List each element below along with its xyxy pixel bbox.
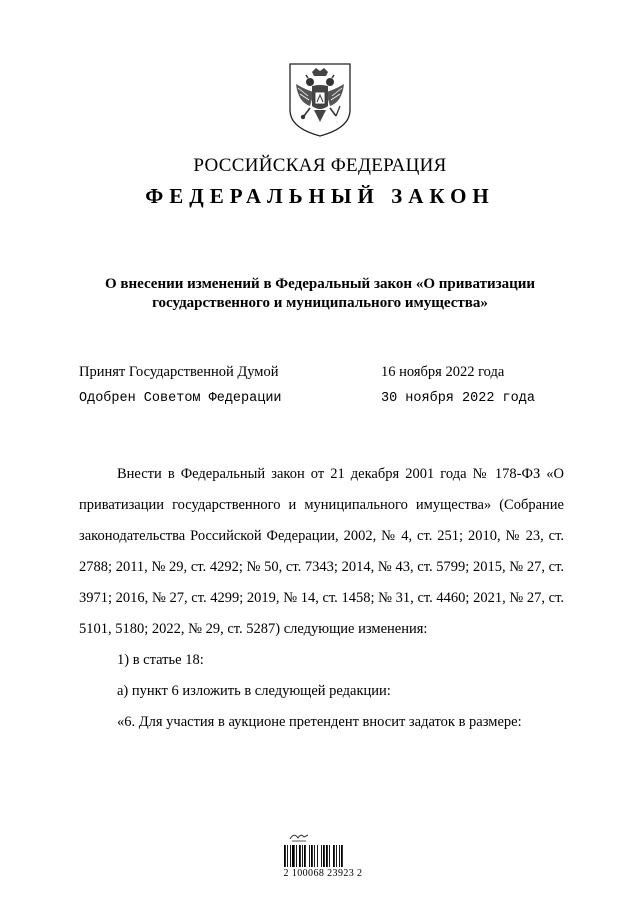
- law-title: [90, 275, 550, 313]
- item-1a: а) пункт 6 изложить в следующей редакции:: [117, 683, 391, 699]
- russian-coat-of-arms-icon: [288, 62, 352, 138]
- country-name: РОССИЙСКАЯ ФЕДЕРАЦИЯ: [193, 155, 447, 176]
- seal-mark-icon: [288, 830, 310, 842]
- amendment-intro: Внести в Федеральный закон от 21 декабря 2001 года № 178-ФЗ «О приватизации государственного и муниципального имущества» (Собрание законодательства Российской Федерации, 2002, № 4, ст. 251; 2010, № 23, ст. 2788; 2011, № 29, ст. 4292; № 50, ст. 7343; 2014, № 43, ст. 5799; 2015, № 27, ст. 3971; 2016, № 27, ст. 4299; 2019, № 14, ст. 1458; № 31, ст. 4460; 2021, № 27, ст. 5101, 5180; 2022, № 29, ст. 5287) следующие изменения:: [79, 466, 564, 637]
- barcode-number: 2 100068 23923 2: [283, 868, 363, 879]
- law-title-line-1: О внесении изменений в Федеральный закон «О приватизации: [104, 276, 536, 292]
- adopted-by-duma-label: Принят Государственной Думой: [79, 364, 279, 380]
- item-1: 1) в статье 18:: [117, 652, 204, 668]
- approved-by-council-date: 30 ноября 2022 года: [381, 391, 535, 406]
- item-1a-text: «6. Для участия в аукционе претендент вносит задаток в размере:: [117, 714, 522, 730]
- law-title-line-2: государственного и муниципального имущества»: [152, 295, 488, 311]
- document-type: ФЕДЕРАЛЬНЫЙ ЗАКОН: [145, 184, 495, 208]
- approved-by-council-label: Одобрен Советом Федерации: [79, 391, 282, 406]
- law-body: [79, 459, 564, 738]
- adopted-by-duma-date: 16 ноября 2022 года: [381, 364, 505, 380]
